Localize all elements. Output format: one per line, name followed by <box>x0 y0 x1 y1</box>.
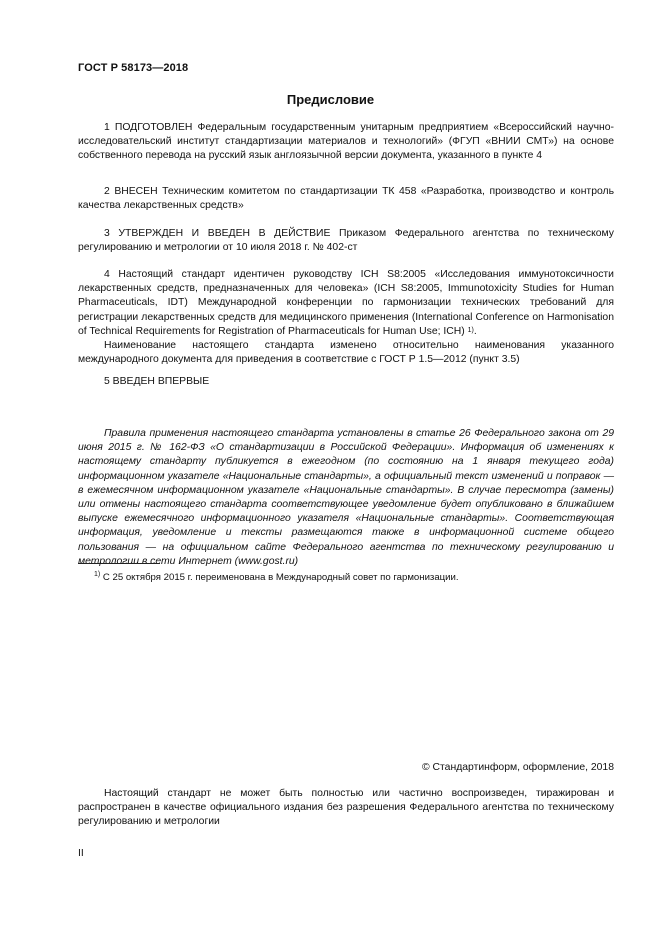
preface-item-1: 1 ПОДГОТОВЛЕН Федеральным государственным унитарным предприятием «Всероссийский научно-исследовательский институт стандартизации материалов и технологий» (ФГУП «ВНИИ СМТ») на основе собственного перевода на русский язык англоязычной версии документа, указанного в пункте 4 <box>78 122 614 162</box>
item-4-name-note: Наименование настоящего стандарта изменено относительно наименования указанного международного документа для приведения в соответствие с ГОСТ Р 1.5—2012 (пункт 3.5) <box>78 340 614 366</box>
footnote-reference: 1) <box>467 326 474 334</box>
page-title: Предисловие <box>286 92 375 107</box>
page-number: II <box>78 848 84 859</box>
copyright-line: © Стандартинформ, оформление, 2018 <box>421 762 614 773</box>
preface-item-3: 3 УТВЕРЖДЕН И ВВЕДЕН В ДЕЙСТВИЕ Приказом Федерального агентства по техническому регулированию и метрологии от 10 июля 2018 г. № 402-ст <box>78 228 614 254</box>
document-code-header: ГОСТ Р 58173—2018 <box>78 62 189 74</box>
footnote-text: С 25 октября 2015 г. переименована в Международный совет по гармонизации. <box>102 572 459 583</box>
preface-item-2: 2 ВНЕСЕН Техническим комитетом по стандартизации ТК 458 «Разработка, производство и контроль качества лекарственных средств» <box>78 186 614 212</box>
footnote <box>94 572 459 583</box>
preface-item-4: 4 Настоящий стандарт идентичен руководству ICH S8:2005 «Исследования иммунотоксичности лекарственных средств, предназначенных для человека» (ICH S8:2005, Immunotoxicity Studies for Human Pharmaceuticals, IDT) Международной конференции по гармонизации технических требований для регистрации лекарственных средств для медицинского применения (International Conference on Harmonisation of Technical Requirements for Registration of Pharmaceuticals for Human Use; ICH) $^{1)}$. Наименование настоящего стандарта изменено относительно наименования указанного международного документа для приведения в соответствие с ГОСТ Р 1.5—2012 (пункт 3.5) <box>78 268 614 367</box>
footnote-divider <box>78 563 160 564</box>
footnote-mark: 1) <box>94 571 101 578</box>
application-rules-notice: Правила применения настоящего стандарта установлены в статье 26 Федерального закона от 29 июня 2015 г. № 162-ФЗ «О стандартизации в Российской Федерации». Информация об изменениях к настоящему стандарту публикуется в ежегодном (по состоянию на 1 января текущего года) информационном указателе «Национальные стандарты», а официальный текст изменений и поправок — в ежемесячном информационном указателе «Национальные стандарты». В случае пересмотра (замены) или отмены настоящего стандарта соответствующее уведомление будет опубликовано в ближайшем выпуске ежемесячного информационного указателя «Национальные стандарты». Соответствующая информация, уведомление и тексты размещаются также в информационной системе общего пользования — на официальном сайте Федерального агентства по техническому регулированию и метрологии в сети Интернет (www.gost.ru) <box>78 428 614 567</box>
preface-item-5: 5 ВВЕДЕН ВПЕРВЫЕ <box>104 376 210 387</box>
item-4-text: 4 Настоящий стандарт идентичен руководству ICH S8:2005 «Исследования иммунотоксичности лекарственных средств, предназначенных для человека» (ICH S8:2005, Immunotoxicity Studies for Human Pharmaceuticals, IDT) Международной конференции по гармонизации технических требований для регистрации лекарственных средств для медицинского применения (International Conference on Harmonisation of Technical Requirements for Registration of Pharmaceuticals for Human Use; ICH) <box>78 269 614 337</box>
reproduction-notice: Настоящий стандарт не может быть полностью или частично воспроизведен, тиражирован и распространен в качестве официального издания без разрешения Федерального агентства по техническому регулированию и метрологии <box>78 788 614 828</box>
